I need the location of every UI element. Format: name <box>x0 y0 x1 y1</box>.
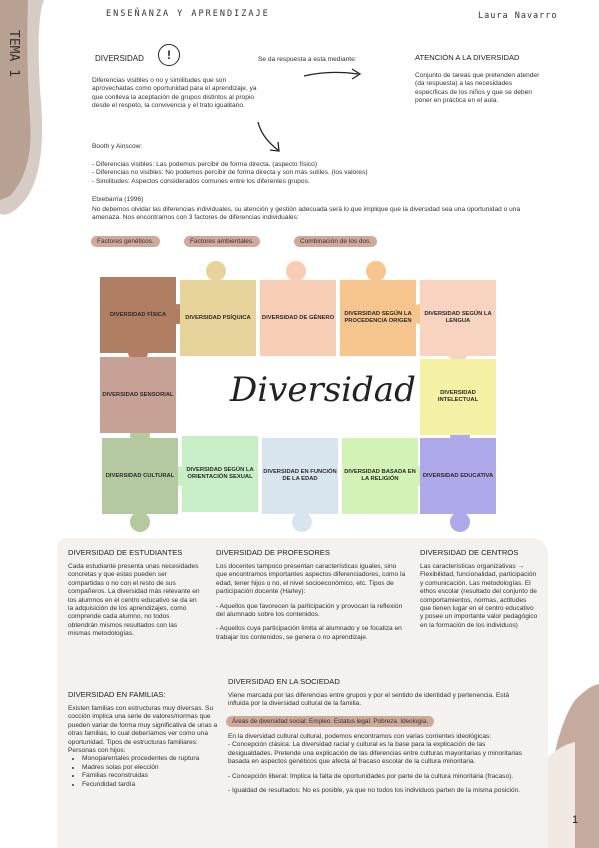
page-number: 1 <box>572 814 579 826</box>
booth-list <box>92 161 512 186</box>
pill-ambientales: Factores ambientales. <box>184 236 260 247</box>
list-item: - Similitudes: Aspectos considerados comunes entre los diferentes grupos. <box>92 177 310 185</box>
centros-title: DIVERSIDAD DE CENTROS <box>420 548 519 557</box>
list-item: • Monoparentales procedentes de ruptura <box>82 755 218 763</box>
piece-religion: DIVERSIDAD BASADA EN LA RELIGIÓN <box>342 438 418 514</box>
sociedad-text: En la diversidad cultural cultural, podemos encontramos con varias corrientes ideológicas: - Concepción clásica: La diversidad racial y cultural es la base para la explicación de las desigualdades. Pretende una explicación de las diferencias entre culturas mayoritarias y minoritarias basada en aspectos genéticos que afecta al fracaso escolar de la cultura minoritaria. - Concepción liberal: Implica la falta de oportunidades por parte de la cultura minoritaria (fracaso). - Igualdad de resultados: No es posible, ya que no todos los individuos parten de la misma posición. <box>228 733 522 795</box>
sociedad-p1: Viene marcada por las diferencias entre grupos y por el sentido de identidad y pertenencia. Está influida por la diversidad cultural de la familia. <box>228 692 510 708</box>
booth-label: Booth y Ainscow: <box>92 143 143 150</box>
list-item: - Diferencias no visibles: No podemos percibir de forma directa y son más sutiles. (los valores) <box>92 169 368 177</box>
piece-procedencia: DIVERSIDAD SEGÚN LA PROCEDENCIA ORIGEN <box>340 280 416 356</box>
profesores-title: DIVERSIDAD DE PROFESORES <box>216 548 330 557</box>
profesores-text: Los docentes tampoco presentan características iguales, sino que encontramos importantes aspectos diferenciadores, como la edad, tener hijos o no, el nivel socioeconómico, etc. Tipos de participación docente (Harley): - Aquellos que favorecen la participación y provocan la reflexión del alumnado sobre los contenidos. - Aquellos cuya participación limita al alumnado y se focaliza en trabajar los contenidos, se genera o no aprendizaje. <box>216 563 406 641</box>
atencion-text: Conjunto de tareas que pretenden atender (da respuesta) a las necesidades específicas de los niños y que se deben poner en práctica en el aula. <box>415 72 540 105</box>
diversidad-title: DIVERSIDAD <box>95 54 144 63</box>
piece-psiquica: DIVERSIDAD PSÍQUICA <box>180 280 256 356</box>
doc-author: Laura Navarro <box>478 11 558 21</box>
piece-educativa: DIVERSIDAD EDUCATIVA <box>420 438 496 514</box>
familias-title: DIVERSIDAD EN FAMILIAS: <box>68 690 166 699</box>
pill-combinacion: Combinación de los dos. <box>294 236 377 247</box>
list-item: • Madres solas por elección <box>82 764 218 772</box>
piece-sensorial: DIVERSIDAD SENSORIAL <box>100 357 176 433</box>
piece-cultural: DIVERSIDAD CULTURAL <box>102 438 178 514</box>
centros-text: Las características organizativas → Flexibilidad, funcionalidad, participación y comunicación. Las metodologías. El ethos escolar (resultado del conjunto de comportamientos, normas, actitudes que tienen lugar en el centro educativo y posee un importante valor pedagógico en la formación de los individuos) <box>420 563 538 629</box>
piece-lengua: DIVERSIDAD SEGÚN LA LENGUA <box>420 280 496 356</box>
diversidad-definition: Diferencias visibles o no y similitudes que son aprovechadas como oportunidad para el aprendizaje, ya que conlleva la aceptación de grupos distintos al propio desde el respeto, la convivencia y el trato igualitario. <box>92 77 257 110</box>
sociedad-title: DIVERSIDAD EN LA SOCIEDAD <box>228 677 340 686</box>
pill-geneticos: Factores genéticos. <box>91 236 160 247</box>
arrow-right-icon <box>300 64 370 84</box>
arrow-down-icon <box>252 118 286 156</box>
piece-edad: DIVERSIDAD EN FUNCIÓN DE LA EDAD <box>262 438 338 514</box>
etxebarria-text: No debemos olvidar las diferencias individuales, su atención y gestión adecuada será lo que implique que la diversidad sea una oportunidad o una amenaza. Nos encontramos con 3 factores de diferencias individuales: <box>92 206 521 222</box>
list-item: - Diferencias visibles: Las podemos percibir de forma directa. (aspecto físico) <box>92 161 318 168</box>
alert-icon: ! <box>158 44 180 66</box>
pill-areas-social: Áreas de diversidad social: Empleo. Estatus legal. Pobreza. Ideología. <box>226 716 434 727</box>
piece-intelectual: DIVERSIDAD INTELECTUAL <box>420 359 496 435</box>
familias-list <box>68 755 218 789</box>
list-item: • Fecundidad tardía <box>82 781 218 789</box>
atencion-title: ATENCIÓN A LA DIVERSIDAD <box>415 53 520 62</box>
etxebarria-label: Etxebarría (1996) <box>92 196 144 203</box>
piece-fisica: DIVERSIDAD FÍSICA <box>100 277 176 353</box>
piece-genero: DIVERSIDAD DE GÉNERO <box>260 280 336 356</box>
estudiantes-title: DIVERSIDAD DE ESTUDIANTES <box>68 548 183 557</box>
piece-orientacion: DIVERSIDAD SEGÚN LA ORIENTACIÓN SEXUAL <box>182 436 258 512</box>
doc-title: ENSEÑANZA Y APRENDIZAJE <box>106 9 270 19</box>
estudiantes-text: Cada estudiante presenta unas necesidades concretas y que estas pueden ser compartidas o no con el resto de sus compañeros. La diversidad más relevante en los alumnos en el centro educativo se da en la adquisición de los aprendizajes, como comprende cada alumno, no todos obtendrán mismos resultados con las mismas metodologías. <box>68 563 200 638</box>
list-item: • Familias reconstruidas <box>82 772 218 780</box>
tema-label: TEMA 1 <box>6 30 21 77</box>
respuesta-text: Se da respuesta a esta mediante: <box>258 56 357 63</box>
familias-text: Existen familias con estructuras muy diversas. Su cocción implica una serie de valores/normas que pueden variar de forma muy significativa de unas a otras familias, lo cual deberíamos ver como una oportunidad. Tipos de estructuras familiares: Personas con hijos: • Monoparentales procedentes de ruptura • Madres solas por elección • Familias reconstruidas • Fecundidad tardía <box>68 705 218 789</box>
center-word: Diversidad <box>230 370 416 410</box>
